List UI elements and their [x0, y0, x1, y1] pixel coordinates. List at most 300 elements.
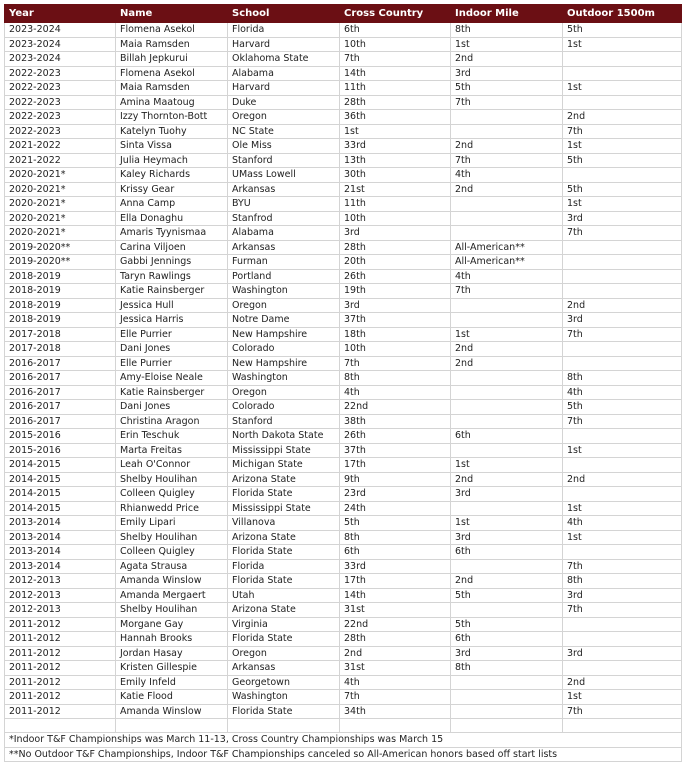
- outdoor-1500m-cell: [563, 617, 682, 632]
- empty-cell: [228, 719, 340, 733]
- name-cell: Kristen Gillespie: [116, 661, 228, 676]
- results-table-container: [4, 4, 681, 762]
- school-cell: Harvard: [228, 37, 340, 52]
- name-cell: Hannah Brooks: [116, 632, 228, 647]
- header-name: Name: [116, 5, 228, 23]
- name-cell: Billah Jepkurui: [116, 52, 228, 67]
- outdoor-1500m-cell: [563, 458, 682, 473]
- indoor-mile-cell: 2nd: [451, 472, 563, 487]
- cross-country-cell: 11th: [340, 197, 451, 212]
- school-cell: North Dakota State: [228, 429, 340, 444]
- cross-country-cell: 3rd: [340, 298, 451, 313]
- name-cell: Jordan Hasay: [116, 646, 228, 661]
- cross-country-cell: 10th: [340, 211, 451, 226]
- indoor-mile-cell: [451, 371, 563, 386]
- indoor-mile-cell: [451, 400, 563, 415]
- school-cell: New Hampshire: [228, 327, 340, 342]
- table-row: [5, 530, 682, 545]
- year-cell: 2014-2015: [5, 501, 116, 516]
- year-cell: 2013-2014: [5, 530, 116, 545]
- school-cell: Oklahoma State: [228, 52, 340, 67]
- empty-cell: [116, 719, 228, 733]
- table-row: [5, 269, 682, 284]
- header-year: Year: [5, 5, 116, 23]
- cross-country-cell: 14th: [340, 66, 451, 81]
- cross-country-cell: 18th: [340, 327, 451, 342]
- cross-country-cell: 8th: [340, 530, 451, 545]
- name-cell: Shelby Houlihan: [116, 472, 228, 487]
- indoor-mile-cell: [451, 443, 563, 458]
- table-row: [5, 168, 682, 183]
- empty-cell: [563, 719, 682, 733]
- indoor-mile-cell: 2nd: [451, 182, 563, 197]
- outdoor-1500m-cell: 7th: [563, 414, 682, 429]
- name-cell: Jessica Harris: [116, 313, 228, 328]
- outdoor-1500m-cell: 2nd: [563, 472, 682, 487]
- school-cell: Florida State: [228, 632, 340, 647]
- school-cell: Duke: [228, 95, 340, 110]
- year-cell: 2011-2012: [5, 661, 116, 676]
- table-row: [5, 458, 682, 473]
- school-cell: NC State: [228, 124, 340, 139]
- cross-country-cell: 22nd: [340, 400, 451, 415]
- indoor-mile-cell: 3rd: [451, 487, 563, 502]
- table-row: [5, 342, 682, 357]
- year-cell: 2020-2021*: [5, 168, 116, 183]
- indoor-mile-cell: [451, 559, 563, 574]
- school-cell: Mississippi State: [228, 443, 340, 458]
- cross-country-cell: 33rd: [340, 139, 451, 154]
- cross-country-cell: 19th: [340, 284, 451, 299]
- name-cell: Erin Teschuk: [116, 429, 228, 444]
- outdoor-1500m-cell: [563, 269, 682, 284]
- year-cell: 2014-2015: [5, 458, 116, 473]
- indoor-mile-cell: 5th: [451, 81, 563, 96]
- outdoor-1500m-cell: 1st: [563, 690, 682, 705]
- year-cell: 2022-2023: [5, 66, 116, 81]
- name-cell: Carina Viljoen: [116, 240, 228, 255]
- cross-country-cell: 9th: [340, 472, 451, 487]
- school-cell: BYU: [228, 197, 340, 212]
- indoor-mile-cell: 8th: [451, 23, 563, 38]
- name-cell: Rhianwedd Price: [116, 501, 228, 516]
- outdoor-1500m-cell: [563, 342, 682, 357]
- outdoor-1500m-cell: 7th: [563, 124, 682, 139]
- empty-cell: [5, 719, 116, 733]
- cross-country-cell: 4th: [340, 385, 451, 400]
- table-row: [5, 646, 682, 661]
- school-cell: Alabama: [228, 226, 340, 241]
- cross-country-cell: 2nd: [340, 646, 451, 661]
- year-cell: 2022-2023: [5, 124, 116, 139]
- name-cell: Katelyn Tuohy: [116, 124, 228, 139]
- cross-country-cell: 37th: [340, 443, 451, 458]
- cross-country-cell: 7th: [340, 52, 451, 67]
- table-row: [5, 226, 682, 241]
- school-cell: Villanova: [228, 516, 340, 531]
- table-row: [5, 661, 682, 676]
- school-cell: Michigan State: [228, 458, 340, 473]
- indoor-mile-cell: 6th: [451, 545, 563, 560]
- name-cell: Izzy Thornton-Bott: [116, 110, 228, 125]
- year-cell: 2020-2021*: [5, 197, 116, 212]
- table-row: [5, 240, 682, 255]
- school-cell: Portland: [228, 269, 340, 284]
- table-row: [5, 139, 682, 154]
- table-row: [5, 603, 682, 618]
- year-cell: 2018-2019: [5, 298, 116, 313]
- indoor-mile-cell: [451, 385, 563, 400]
- table-row: [5, 559, 682, 574]
- outdoor-1500m-cell: 2nd: [563, 110, 682, 125]
- indoor-mile-cell: 7th: [451, 284, 563, 299]
- blank-row: [5, 719, 682, 733]
- year-cell: 2022-2023: [5, 110, 116, 125]
- school-cell: Florida State: [228, 545, 340, 560]
- school-cell: Utah: [228, 588, 340, 603]
- name-cell: Amina Maatoug: [116, 95, 228, 110]
- indoor-mile-cell: 5th: [451, 617, 563, 632]
- indoor-mile-cell: 3rd: [451, 530, 563, 545]
- results-table: [4, 4, 682, 762]
- school-cell: New Hampshire: [228, 356, 340, 371]
- indoor-mile-cell: [451, 298, 563, 313]
- table-row: [5, 66, 682, 81]
- indoor-mile-cell: 2nd: [451, 356, 563, 371]
- header-cross-country: Cross Country: [340, 5, 451, 23]
- name-cell: Shelby Houlihan: [116, 603, 228, 618]
- year-cell: 2014-2015: [5, 472, 116, 487]
- name-cell: Flomena Asekol: [116, 66, 228, 81]
- empty-cell: [340, 719, 451, 733]
- indoor-mile-cell: [451, 226, 563, 241]
- school-cell: Arkansas: [228, 240, 340, 255]
- year-cell: 2012-2013: [5, 574, 116, 589]
- table-row: [5, 675, 682, 690]
- table-row: [5, 574, 682, 589]
- school-cell: UMass Lowell: [228, 168, 340, 183]
- outdoor-1500m-cell: 3rd: [563, 646, 682, 661]
- outdoor-1500m-cell: [563, 487, 682, 502]
- table-row: [5, 182, 682, 197]
- outdoor-1500m-cell: [563, 632, 682, 647]
- header-row: [5, 5, 682, 23]
- outdoor-1500m-cell: 2nd: [563, 675, 682, 690]
- outdoor-1500m-cell: 2nd: [563, 298, 682, 313]
- school-cell: Arizona State: [228, 472, 340, 487]
- outdoor-1500m-cell: 5th: [563, 23, 682, 38]
- outdoor-1500m-cell: [563, 240, 682, 255]
- name-cell: Agata Strausa: [116, 559, 228, 574]
- cross-country-cell: 23rd: [340, 487, 451, 502]
- name-cell: Krissy Gear: [116, 182, 228, 197]
- name-cell: Elle Purrier: [116, 356, 228, 371]
- name-cell: Anna Camp: [116, 197, 228, 212]
- name-cell: Colleen Quigley: [116, 545, 228, 560]
- outdoor-1500m-cell: 1st: [563, 197, 682, 212]
- table-row: [5, 284, 682, 299]
- table-row: [5, 487, 682, 502]
- indoor-mile-cell: 4th: [451, 168, 563, 183]
- school-cell: Florida: [228, 559, 340, 574]
- indoor-mile-cell: 5th: [451, 588, 563, 603]
- school-cell: Stanford: [228, 414, 340, 429]
- indoor-mile-cell: 1st: [451, 37, 563, 52]
- cross-country-cell: 28th: [340, 632, 451, 647]
- cross-country-cell: 37th: [340, 313, 451, 328]
- table-row: [5, 52, 682, 67]
- cross-country-cell: 17th: [340, 574, 451, 589]
- table-row: [5, 443, 682, 458]
- year-cell: 2012-2013: [5, 603, 116, 618]
- indoor-mile-cell: 2nd: [451, 342, 563, 357]
- school-cell: Washington: [228, 690, 340, 705]
- cross-country-cell: 24th: [340, 501, 451, 516]
- table-row: [5, 472, 682, 487]
- table-row: [5, 429, 682, 444]
- outdoor-1500m-cell: 1st: [563, 443, 682, 458]
- name-cell: Amanda Winslow: [116, 704, 228, 719]
- cross-country-cell: 6th: [340, 545, 451, 560]
- table-row: [5, 197, 682, 212]
- cross-country-cell: 22nd: [340, 617, 451, 632]
- indoor-mile-cell: 7th: [451, 153, 563, 168]
- school-cell: Stanfrod: [228, 211, 340, 226]
- year-cell: 2016-2017: [5, 385, 116, 400]
- cross-country-cell: 38th: [340, 414, 451, 429]
- outdoor-1500m-cell: [563, 429, 682, 444]
- name-cell: Shelby Houlihan: [116, 530, 228, 545]
- school-cell: Oregon: [228, 110, 340, 125]
- indoor-mile-cell: 4th: [451, 269, 563, 284]
- name-cell: Amanda Winslow: [116, 574, 228, 589]
- table-row: [5, 414, 682, 429]
- cross-country-cell: 5th: [340, 516, 451, 531]
- table-row: [5, 255, 682, 270]
- name-cell: Maia Ramsden: [116, 81, 228, 96]
- name-cell: Elle Purrier: [116, 327, 228, 342]
- school-cell: Stanford: [228, 153, 340, 168]
- school-cell: Furman: [228, 255, 340, 270]
- footnote-text: **No Outdoor T&F Championships, Indoor T&F Championships canceled so All-American honors based off start lists: [5, 747, 682, 762]
- table-row: [5, 95, 682, 110]
- indoor-mile-cell: [451, 414, 563, 429]
- cross-country-cell: 34th: [340, 704, 451, 719]
- school-cell: Arkansas: [228, 661, 340, 676]
- name-cell: Flomena Asekol: [116, 23, 228, 38]
- name-cell: Leah O'Connor: [116, 458, 228, 473]
- outdoor-1500m-cell: 8th: [563, 574, 682, 589]
- school-cell: Harvard: [228, 81, 340, 96]
- cross-country-cell: 1st: [340, 124, 451, 139]
- year-cell: 2020-2021*: [5, 226, 116, 241]
- table-row: [5, 400, 682, 415]
- table-row: [5, 545, 682, 560]
- school-cell: Arizona State: [228, 603, 340, 618]
- year-cell: 2016-2017: [5, 371, 116, 386]
- table-row: [5, 690, 682, 705]
- indoor-mile-cell: 6th: [451, 429, 563, 444]
- outdoor-1500m-cell: [563, 545, 682, 560]
- year-cell: 2022-2023: [5, 95, 116, 110]
- indoor-mile-cell: 2nd: [451, 52, 563, 67]
- cross-country-cell: 30th: [340, 168, 451, 183]
- outdoor-1500m-cell: 1st: [563, 501, 682, 516]
- table-row: [5, 153, 682, 168]
- year-cell: 2023-2024: [5, 37, 116, 52]
- school-cell: Colorado: [228, 342, 340, 357]
- name-cell: Emily Infeld: [116, 675, 228, 690]
- outdoor-1500m-cell: 5th: [563, 400, 682, 415]
- cross-country-cell: 4th: [340, 675, 451, 690]
- indoor-mile-cell: All-American**: [451, 255, 563, 270]
- indoor-mile-cell: 1st: [451, 516, 563, 531]
- indoor-mile-cell: 2nd: [451, 574, 563, 589]
- outdoor-1500m-cell: 7th: [563, 559, 682, 574]
- table-row: [5, 298, 682, 313]
- cross-country-cell: 7th: [340, 356, 451, 371]
- table-row: [5, 211, 682, 226]
- table-row: [5, 110, 682, 125]
- year-cell: 2016-2017: [5, 414, 116, 429]
- year-cell: 2023-2024: [5, 52, 116, 67]
- indoor-mile-cell: 3rd: [451, 646, 563, 661]
- table-row: [5, 37, 682, 52]
- year-cell: 2013-2014: [5, 559, 116, 574]
- year-cell: 2014-2015: [5, 487, 116, 502]
- year-cell: 2013-2014: [5, 516, 116, 531]
- table-row: [5, 327, 682, 342]
- indoor-mile-cell: 3rd: [451, 66, 563, 81]
- outdoor-1500m-cell: 7th: [563, 226, 682, 241]
- indoor-mile-cell: 8th: [451, 661, 563, 676]
- name-cell: Gabbi Jennings: [116, 255, 228, 270]
- name-cell: Maia Ramsden: [116, 37, 228, 52]
- school-cell: Oregon: [228, 646, 340, 661]
- indoor-mile-cell: [451, 603, 563, 618]
- outdoor-1500m-cell: [563, 661, 682, 676]
- cross-country-cell: 33rd: [340, 559, 451, 574]
- indoor-mile-cell: [451, 690, 563, 705]
- header-outdoor-1500m: Outdoor 1500m: [563, 5, 682, 23]
- table-row: [5, 385, 682, 400]
- indoor-mile-cell: [451, 110, 563, 125]
- cross-country-cell: 11th: [340, 81, 451, 96]
- footnote-text: *Indoor T&F Championships was March 11-13, Cross Country Championships was March 15: [5, 733, 682, 748]
- indoor-mile-cell: [451, 313, 563, 328]
- cross-country-cell: 17th: [340, 458, 451, 473]
- empty-cell: [451, 719, 563, 733]
- cross-country-cell: 8th: [340, 371, 451, 386]
- cross-country-cell: 31st: [340, 603, 451, 618]
- school-cell: Mississippi State: [228, 501, 340, 516]
- footnote-row: [5, 747, 682, 762]
- table-row: [5, 371, 682, 386]
- outdoor-1500m-cell: 5th: [563, 182, 682, 197]
- outdoor-1500m-cell: [563, 95, 682, 110]
- year-cell: 2021-2022: [5, 139, 116, 154]
- outdoor-1500m-cell: 1st: [563, 139, 682, 154]
- name-cell: Kaley Richards: [116, 168, 228, 183]
- outdoor-1500m-cell: 1st: [563, 81, 682, 96]
- cross-country-cell: 13th: [340, 153, 451, 168]
- outdoor-1500m-cell: [563, 52, 682, 67]
- year-cell: 2019-2020**: [5, 255, 116, 270]
- indoor-mile-cell: [451, 197, 563, 212]
- table-row: [5, 23, 682, 38]
- year-cell: 2020-2021*: [5, 211, 116, 226]
- school-cell: Colorado: [228, 400, 340, 415]
- cross-country-cell: 36th: [340, 110, 451, 125]
- cross-country-cell: 6th: [340, 23, 451, 38]
- name-cell: Amy-Eloise Neale: [116, 371, 228, 386]
- cross-country-cell: 7th: [340, 690, 451, 705]
- table-row: [5, 516, 682, 531]
- name-cell: Emily Lipari: [116, 516, 228, 531]
- year-cell: 2017-2018: [5, 327, 116, 342]
- table-row: [5, 124, 682, 139]
- outdoor-1500m-cell: 4th: [563, 385, 682, 400]
- outdoor-1500m-cell: [563, 255, 682, 270]
- year-cell: 2020-2021*: [5, 182, 116, 197]
- cross-country-cell: 3rd: [340, 226, 451, 241]
- year-cell: 2018-2019: [5, 313, 116, 328]
- table-row: [5, 356, 682, 371]
- outdoor-1500m-cell: 5th: [563, 153, 682, 168]
- year-cell: 2011-2012: [5, 632, 116, 647]
- cross-country-cell: 14th: [340, 588, 451, 603]
- indoor-mile-cell: [451, 704, 563, 719]
- school-cell: Oregon: [228, 298, 340, 313]
- indoor-mile-cell: [451, 501, 563, 516]
- footnote-row: [5, 733, 682, 748]
- outdoor-1500m-cell: 3rd: [563, 211, 682, 226]
- name-cell: Julia Heymach: [116, 153, 228, 168]
- name-cell: Amaris Tyynismaa: [116, 226, 228, 241]
- header-school: School: [228, 5, 340, 23]
- year-cell: 2016-2017: [5, 356, 116, 371]
- year-cell: 2011-2012: [5, 690, 116, 705]
- school-cell: Ole Miss: [228, 139, 340, 154]
- outdoor-1500m-cell: 7th: [563, 603, 682, 618]
- year-cell: 2015-2016: [5, 429, 116, 444]
- indoor-mile-cell: [451, 675, 563, 690]
- outdoor-1500m-cell: 4th: [563, 516, 682, 531]
- name-cell: Sinta Vissa: [116, 139, 228, 154]
- school-cell: Notre Dame: [228, 313, 340, 328]
- school-cell: Arizona State: [228, 530, 340, 545]
- indoor-mile-cell: 1st: [451, 458, 563, 473]
- year-cell: 2021-2022: [5, 153, 116, 168]
- school-cell: Virginia: [228, 617, 340, 632]
- header-indoor-mile: Indoor Mile: [451, 5, 563, 23]
- year-cell: 2022-2023: [5, 81, 116, 96]
- name-cell: Colleen Quigley: [116, 487, 228, 502]
- indoor-mile-cell: 1st: [451, 327, 563, 342]
- outdoor-1500m-cell: [563, 168, 682, 183]
- cross-country-cell: 26th: [340, 429, 451, 444]
- outdoor-1500m-cell: 1st: [563, 37, 682, 52]
- indoor-mile-cell: 6th: [451, 632, 563, 647]
- indoor-mile-cell: 7th: [451, 95, 563, 110]
- school-cell: Arkansas: [228, 182, 340, 197]
- outdoor-1500m-cell: 7th: [563, 704, 682, 719]
- year-cell: 2011-2012: [5, 617, 116, 632]
- outdoor-1500m-cell: 1st: [563, 530, 682, 545]
- cross-country-cell: 10th: [340, 37, 451, 52]
- year-cell: 2012-2013: [5, 588, 116, 603]
- table-row: [5, 501, 682, 516]
